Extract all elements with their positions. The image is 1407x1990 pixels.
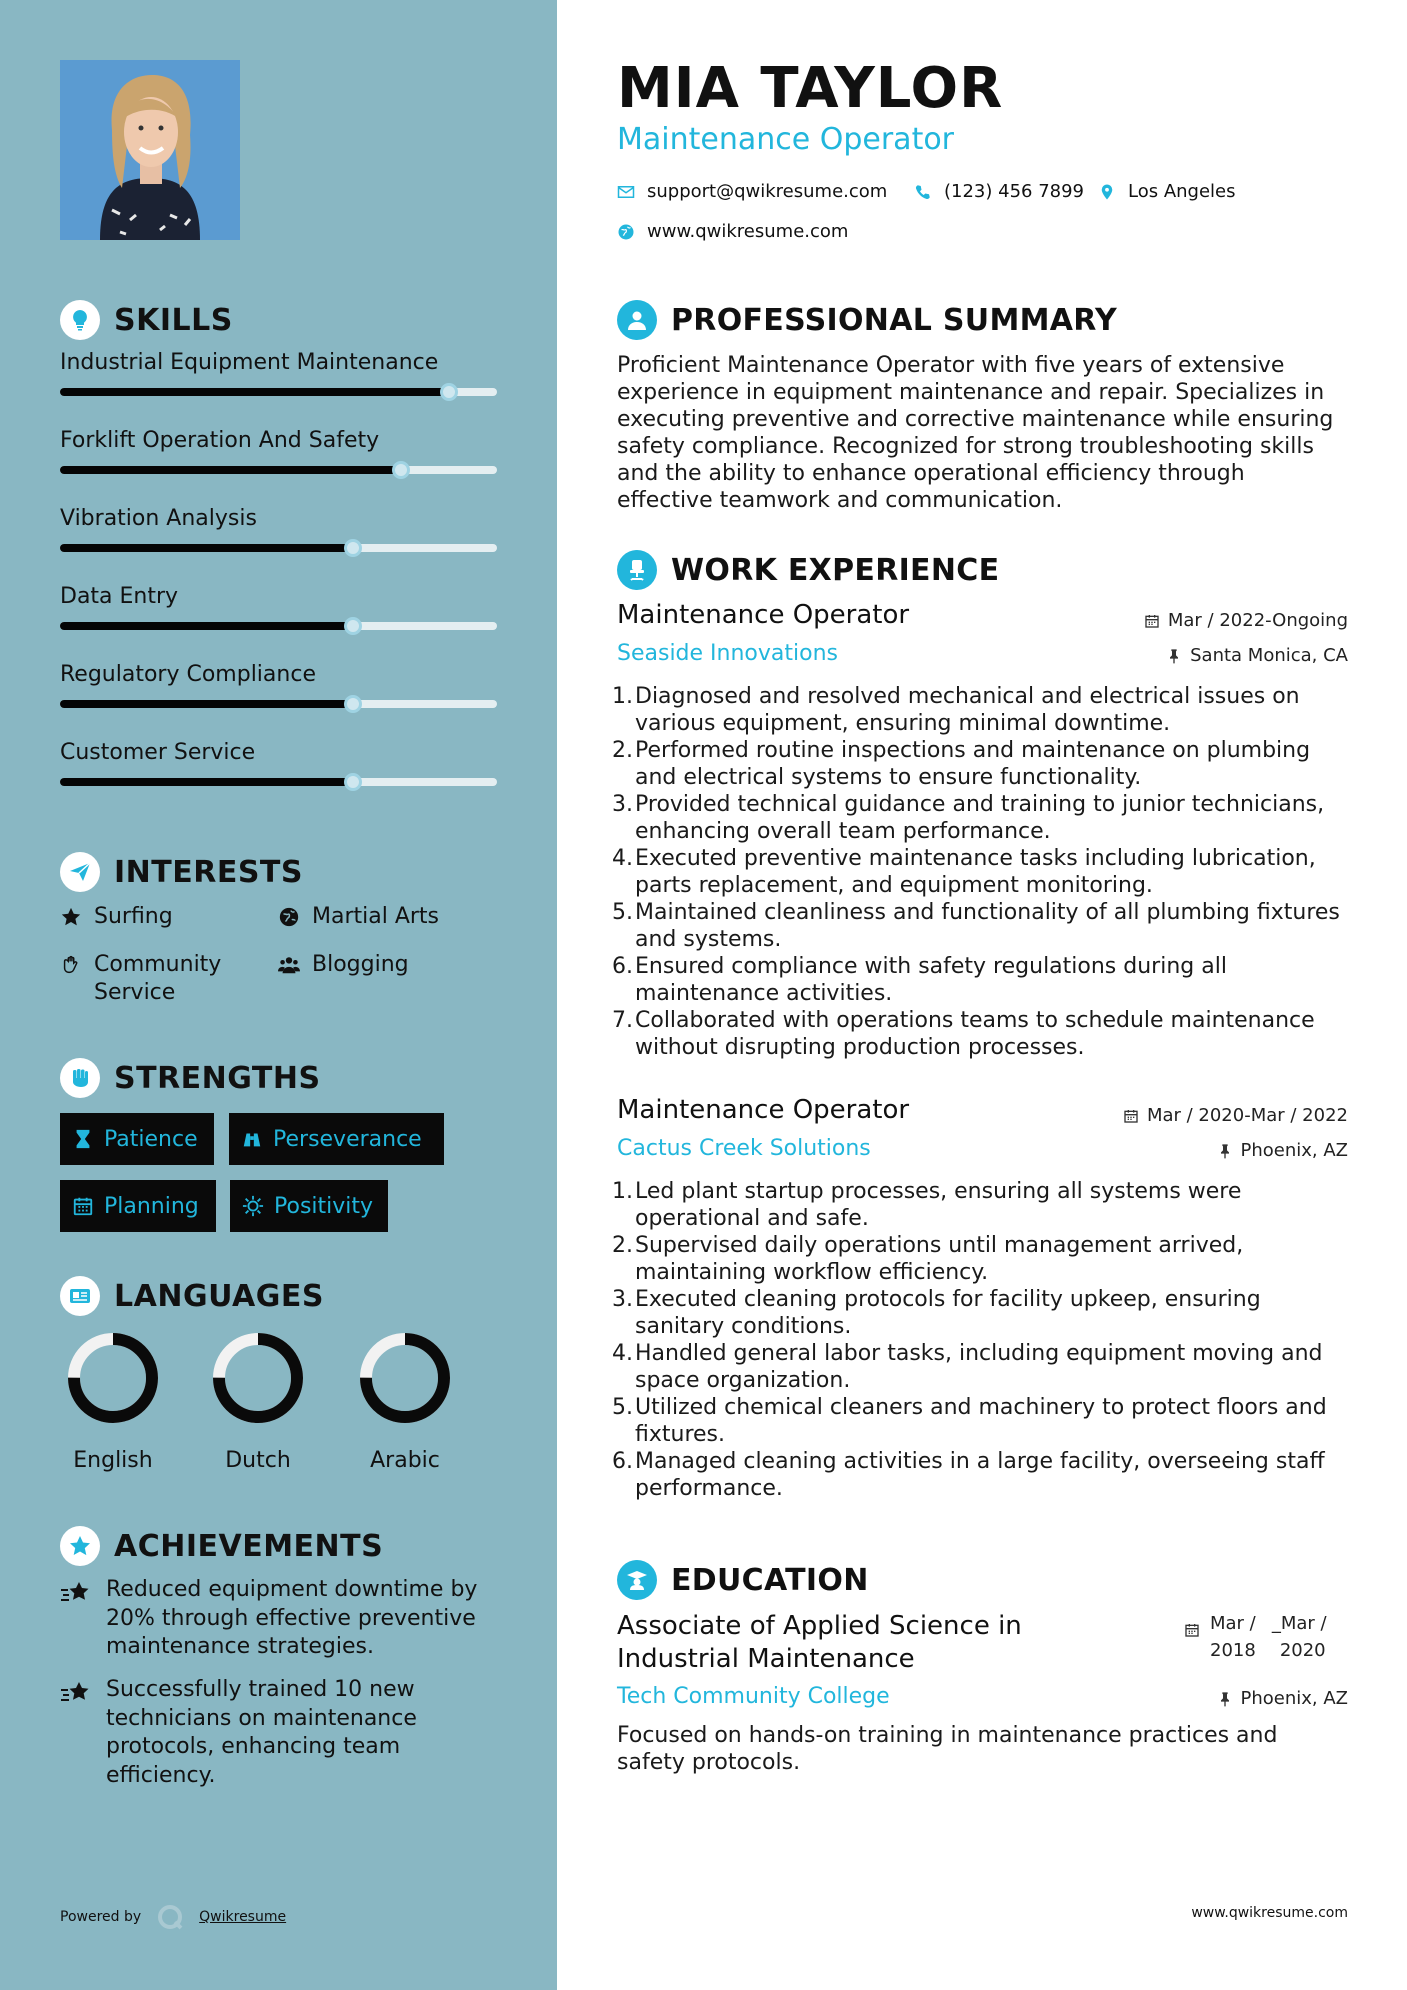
job-dates <box>1123 1105 1348 1126</box>
strength-badge <box>60 1180 216 1232</box>
skill-item <box>60 428 497 453</box>
skill-bar-fill <box>60 778 353 786</box>
profile-photo <box>60 60 240 240</box>
pushpin-icon <box>1166 648 1182 664</box>
globe-icon <box>617 223 635 241</box>
interest-label: Surfing <box>94 904 173 929</box>
paper-plane-icon <box>60 852 100 892</box>
graduate-icon <box>617 1560 657 1600</box>
duty-text: Executed cleaning protocols for facility upkeep, ensuring sanitary conditions. <box>635 1287 1261 1339</box>
envelope-icon <box>617 183 635 201</box>
language-label: Arabic <box>370 1448 440 1473</box>
interest-item <box>278 951 409 979</box>
job-location-text: Phoenix, AZ <box>1240 1140 1348 1161</box>
language-ring <box>210 1330 306 1426</box>
achievement-text: Reduced equipment downtime by 20% through effective preventive maintenance strategies. <box>106 1577 478 1659</box>
education-description: Focused on hands-on training in maintenance practices and safety protocols. <box>617 1723 1278 1775</box>
email-text: support@qwikresume.com <box>647 181 888 202</box>
duty-item: 3. Executed cleaning protocols for facility upkeep, ensuring sanitary conditions. <box>612 1286 1352 1340</box>
company-name: Seaside Innovations <box>617 641 838 666</box>
brand-link[interactable]: Qwikresume <box>199 1909 287 1925</box>
start-month: Mar / <box>1210 1613 1256 1634</box>
language-card-icon <box>60 1276 100 1316</box>
interest-label: Community Service <box>94 952 222 1005</box>
shooting-star-icon <box>60 1680 92 1708</box>
skill-label: Industrial Equipment Maintenance <box>60 350 439 375</box>
skill-item <box>60 506 497 531</box>
skill-bar-fill <box>60 466 401 474</box>
skill-bar-fill <box>60 544 353 552</box>
strength-badge <box>229 1113 444 1165</box>
duty-text: Maintained cleanliness and functionality of all plumbing fixtures and systems. <box>635 900 1340 952</box>
skill-bar-knob <box>344 539 362 557</box>
skill-bar <box>60 622 497 630</box>
job-duties-list <box>612 683 1352 1061</box>
job-title: Maintenance Operator <box>617 600 910 630</box>
skills-title: SKILLS <box>114 302 233 338</box>
phone-text: (123) 456 7899 <box>944 181 1085 202</box>
person-role: Maintenance Operator <box>617 122 955 157</box>
company-name: Cactus Creek Solutions <box>617 1136 871 1161</box>
job-dates-text: Mar / 2020-Mar / 2022 <box>1146 1105 1348 1126</box>
education-location-text: Phoenix, AZ <box>1240 1688 1348 1709</box>
duty-item: 4. Handled general labor tasks, including equipment moving and space organization. <box>612 1340 1352 1394</box>
language-item <box>350 1330 460 1473</box>
duty-text: Utilized chemical cleaners and machinery to protect floors and fixtures. <box>635 1395 1327 1447</box>
strength-label: Positivity <box>274 1193 374 1219</box>
users-icon <box>278 954 300 976</box>
school-name: Tech Community College <box>617 1684 890 1709</box>
lightbulb-icon <box>60 300 100 340</box>
summary-title: PROFESSIONAL SUMMARY <box>671 302 1118 338</box>
skill-bar-knob <box>440 383 458 401</box>
strength-badge <box>230 1180 388 1232</box>
hourglass-icon <box>72 1128 94 1150</box>
education-location <box>1217 1688 1349 1709</box>
job-duties-list <box>612 1178 1352 1502</box>
skill-bar-knob <box>344 617 362 635</box>
summary-heading <box>617 300 1117 340</box>
skill-bar <box>60 544 497 552</box>
location-text: Los Angeles <box>1128 181 1236 202</box>
duty-item: 6. Ensured compliance with safety regulations during all maintenance activities. <box>612 953 1352 1007</box>
end-month: _Mar / <box>1271 1613 1327 1634</box>
job-location <box>1217 1140 1349 1161</box>
calendar-icon <box>1123 1108 1139 1124</box>
duty-text: Performed routine inspections and maintenance on plumbing and electrical systems to ensure functionality. <box>635 738 1311 790</box>
star-icon <box>60 906 82 928</box>
location-contact <box>1098 181 1236 202</box>
languages-title: LANGUAGES <box>114 1278 324 1314</box>
duty-item: 3. Provided technical guidance and training to junior technicians, enhancing overall team performance. <box>612 791 1352 845</box>
footer-url[interactable]: www.qwikresume.com <box>1191 1905 1348 1921</box>
sun-icon <box>242 1195 264 1217</box>
pushpin-icon <box>1217 1143 1233 1159</box>
skill-item <box>60 740 497 765</box>
globe-icon <box>278 906 300 928</box>
degree-title: Associate of Applied Science in Industrial Maintenance <box>617 1611 1022 1674</box>
office-chair-icon <box>617 550 657 590</box>
duty-text: Ensured compliance with safety regulations during all maintenance activities. <box>635 954 1227 1006</box>
user-icon <box>617 300 657 340</box>
education-dates <box>1184 1610 1327 1664</box>
skill-label: Customer Service <box>60 740 256 765</box>
duty-item: 7. Collaborated with operations teams to schedule maintenance without disrupting production processes. <box>612 1007 1352 1061</box>
skill-label: Vibration Analysis <box>60 506 257 531</box>
skill-bar-knob <box>392 461 410 479</box>
skill-label: Forklift Operation And Safety <box>60 428 380 453</box>
job-title: Maintenance Operator <box>617 1095 910 1125</box>
duty-item: 1. Diagnosed and resolved mechanical and electrical issues on various equipment, ensuring minimal downtime. <box>612 683 1352 737</box>
achievement-text: Successfully trained 10 new technicians on maintenance protocols, enhancing team efficiency. <box>106 1677 417 1788</box>
strength-badge <box>60 1113 214 1165</box>
strength-label: Perseverance <box>273 1126 422 1152</box>
strength-label: Planning <box>104 1193 199 1219</box>
website-contact[interactable] <box>617 221 848 242</box>
language-label: Dutch <box>225 1448 291 1473</box>
strength-label: Patience <box>104 1126 198 1152</box>
start-date <box>1210 1610 1256 1664</box>
powered-by <box>60 1902 286 1932</box>
job-dates-text: Mar / 2022-Ongoing <box>1167 610 1348 631</box>
job-location-text: Santa Monica, CA <box>1190 645 1348 666</box>
qwikresume-logo-icon <box>155 1902 185 1932</box>
skill-bar-knob <box>344 695 362 713</box>
interest-label: Blogging <box>312 952 409 977</box>
achievement-item <box>60 1676 500 1790</box>
duty-item: 4. Executed preventive maintenance tasks including lubrication, parts replacement, and equipment monitoring. <box>612 845 1352 899</box>
skill-item <box>60 584 497 609</box>
skill-bar-fill <box>60 622 353 630</box>
skill-bar <box>60 466 497 474</box>
start-year: 2018 <box>1210 1640 1256 1661</box>
interests-heading <box>60 852 303 892</box>
interest-item <box>60 951 260 1007</box>
fist-icon <box>60 1058 100 1098</box>
duty-text: Diagnosed and resolved mechanical and electrical issues on various equipment, ensuring minimal downtime. <box>635 684 1300 736</box>
language-ring <box>65 1330 161 1426</box>
email-contact[interactable] <box>617 181 887 202</box>
phone-icon <box>914 183 932 201</box>
duty-text: Led plant startup processes, ensuring all systems were operational and safe. <box>635 1179 1242 1231</box>
education-heading <box>617 1560 869 1600</box>
job-dates <box>1144 610 1348 631</box>
duty-text: Supervised daily operations until management arrived, maintaining workflow efficiency. <box>635 1233 1244 1285</box>
interest-item <box>60 903 173 931</box>
skill-bar <box>60 700 497 708</box>
duty-item: 6. Managed cleaning activities in a large facility, overseeing staff performance. <box>612 1448 1352 1502</box>
skills-heading <box>60 300 233 340</box>
duty-text: Provided technical guidance and training to junior technicians, enhancing overall team performance. <box>635 792 1325 844</box>
end-year: 2020 <box>1279 1640 1326 1661</box>
strengths-heading <box>60 1058 321 1098</box>
skill-item <box>60 662 497 687</box>
achievements-heading <box>60 1526 383 1566</box>
sidebar <box>0 0 557 1990</box>
job-location <box>1166 645 1348 666</box>
experience-heading <box>617 550 999 590</box>
duty-item: 1. Led plant startup processes, ensuring all systems were operational and safe. <box>612 1178 1352 1232</box>
language-item <box>58 1330 168 1473</box>
duty-item: 2. Supervised daily operations until management arrived, maintaining workflow efficiency. <box>612 1232 1352 1286</box>
summary-text: Proficient Maintenance Operator with five years of extensive experience in equipment maintenance and repair. Specializes in executing preventive and corrective maintenance while ensuring safety compliance. Recognized for strong troubleshooting skills and the ability to enhance operational efficiency through effective teamwork and communication. <box>617 353 1334 513</box>
person-name: MIA TAYLOR <box>617 56 1004 121</box>
duty-text: Managed cleaning activities in a large facility, overseeing staff performance. <box>635 1449 1325 1501</box>
star-badge-icon <box>60 1526 100 1566</box>
pushpin-icon <box>1217 1691 1233 1707</box>
achievements-title: ACHIEVEMENTS <box>114 1528 384 1564</box>
calendar-icon <box>1184 1622 1200 1638</box>
calendar-icon <box>72 1195 94 1217</box>
duty-item: 5. Utilized chemical cleaners and machinery to protect floors and fixtures. <box>612 1394 1352 1448</box>
duty-text: Handled general labor tasks, including equipment moving and space organization. <box>635 1341 1323 1393</box>
calendar-icon <box>1144 613 1160 629</box>
skill-bar-fill <box>60 388 449 396</box>
shooting-star-icon <box>60 1580 92 1608</box>
education-title: EDUCATION <box>671 1562 869 1598</box>
duty-item: 2. Performed routine inspections and maintenance on plumbing and electrical systems to ensure functionality. <box>612 737 1352 791</box>
map-pin-icon <box>1098 183 1116 201</box>
skill-item <box>60 350 497 375</box>
powered-by-label: Powered by <box>60 1909 142 1925</box>
duty-text: Executed preventive maintenance tasks including lubrication, parts replacement, and equipment monitoring. <box>635 846 1316 898</box>
interest-label: Martial Arts <box>312 904 440 929</box>
skill-bar-knob <box>344 773 362 791</box>
interests-title: INTERESTS <box>114 854 303 890</box>
binoculars-icon <box>241 1128 263 1150</box>
achievement-item <box>60 1576 500 1662</box>
duty-text: Collaborated with operations teams to schedule maintenance without disrupting production processes. <box>635 1008 1315 1060</box>
skill-label: Regulatory Compliance <box>60 662 316 687</box>
language-item <box>203 1330 313 1473</box>
phone-contact[interactable] <box>914 181 1084 202</box>
website-text: www.qwikresume.com <box>647 221 849 242</box>
languages-heading <box>60 1276 324 1316</box>
skill-bar <box>60 388 497 396</box>
language-label: English <box>73 1448 153 1473</box>
hand-icon <box>60 954 82 976</box>
end-date <box>1272 1610 1327 1664</box>
experience-title: WORK EXPERIENCE <box>671 552 1000 588</box>
strengths-title: STRENGTHS <box>114 1060 321 1096</box>
interest-item <box>278 903 439 931</box>
language-ring <box>357 1330 453 1426</box>
skill-bar <box>60 778 497 786</box>
duty-item: 5. Maintained cleanliness and functionality of all plumbing fixtures and systems. <box>612 899 1352 953</box>
skill-bar-fill <box>60 700 353 708</box>
skill-label: Data Entry <box>60 584 179 609</box>
